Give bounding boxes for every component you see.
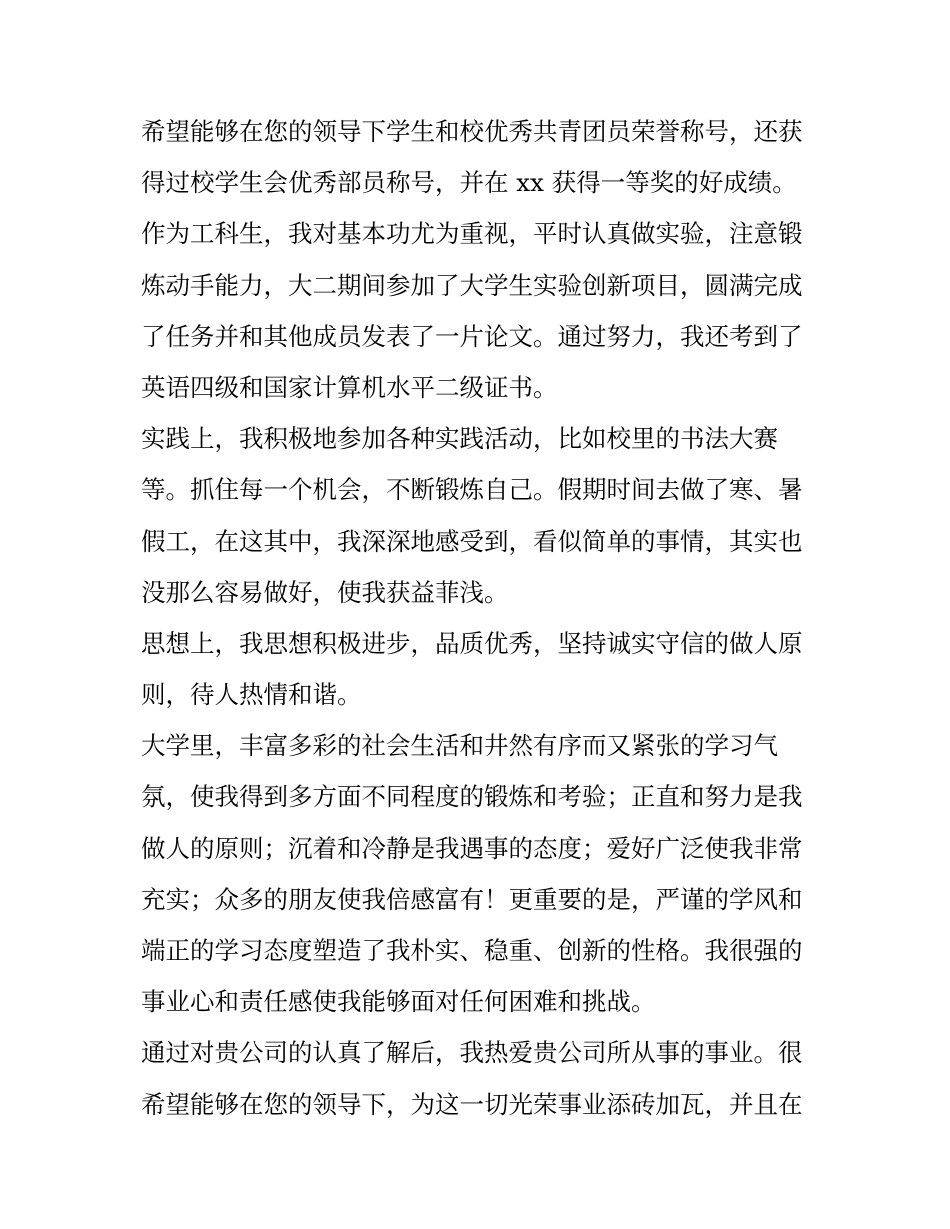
- text-line: 假工，在这其中，我深深地感受到，看似简单的事情，其实也: [141, 526, 803, 556]
- text-line: 希望能够在您的领导下，为这一切光荣事业添砖加瓦，并且在: [141, 1089, 803, 1119]
- document-body: [141, 106, 831, 1130]
- text-line: 得过校学生会优秀部员称号，并在 xx 获得一等奖的好成绩。: [141, 168, 797, 198]
- text-line: 大学里，丰富多彩的社会生活和井然有序而又紧张的学习气: [141, 731, 778, 761]
- text-line: 通过对贵公司的认真了解后，我热爱贵公司所从事的事业。很: [141, 1038, 803, 1068]
- text-line: 端正的学习态度塑造了我朴实、稳重、创新的性格。我很强的: [141, 936, 803, 965]
- text-line: 英语四级和国家计算机水平二级证书。: [141, 372, 558, 402]
- text-line: 事业心和责任感使我能够面对任何困难和挑战。: [141, 987, 656, 1017]
- text-line: 希望能够在您的领导下学生和校优秀共青团员荣誉称号，还获: [141, 117, 803, 146]
- text-line: 了任务并和其他成员发表了一片论文。通过努力，我还考到了: [141, 321, 803, 351]
- text-line: 实践上，我积极地参加各种实践活动，比如校里的书法大赛: [141, 424, 778, 454]
- text-line: 作为工科生，我对基本功尤为重视，平时认真做实验，注意锻: [141, 219, 803, 249]
- text-line: 没那么容易做好，使我获益菲浅。: [141, 577, 509, 607]
- text-line: 炼动手能力，大二期间参加了大学生实验创新项目，圆满完成: [141, 270, 803, 300]
- text-line: 充实；众多的朋友使我倍感富有！更重要的是，严谨的学风和: [141, 884, 803, 914]
- text-line: 则，待人热情和谐。: [141, 680, 362, 710]
- text-line: 等。抓住每一个机会，不断锻炼自己。假期时间去做了寒、暑: [141, 475, 803, 505]
- text-line: 做人的原则；沉着和冷静是我遇事的态度；爱好广泛使我非常: [141, 833, 803, 863]
- text-line: 氛，使我得到多方面不同程度的锻炼和考验；正直和努力是我: [141, 782, 803, 812]
- text-line: 思想上，我思想积极进步，品质优秀，坚持诚实守信的做人原: [141, 628, 803, 658]
